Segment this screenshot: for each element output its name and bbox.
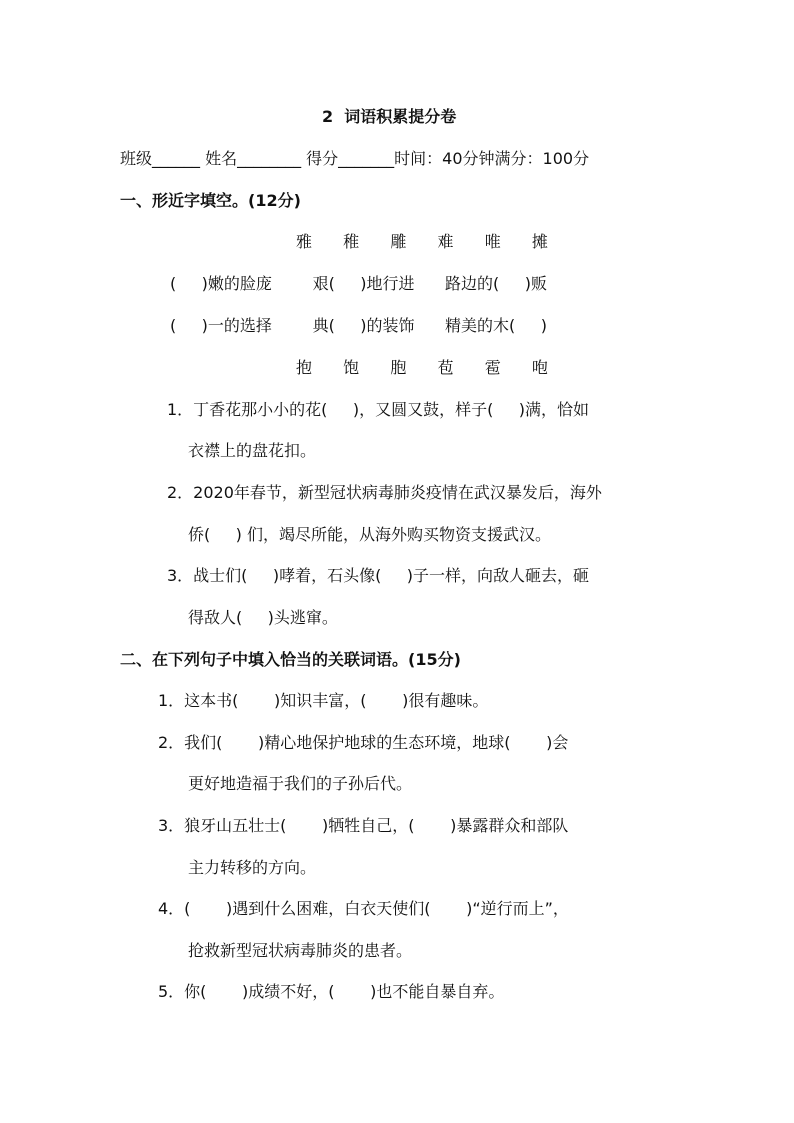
s1-question-1-line-1: 1．丁香花那小小的花( )，又圆又鼓，样子( )满，恰如 <box>167 400 590 419</box>
page-title: 2 词语积累提分卷 <box>322 107 457 126</box>
s1-question-1-line-2: 衣襟上的盘花扣。 <box>188 441 317 460</box>
s2-question-2-line-1: 2．我们( )精心地保护地球的生态环境，地球( )会 <box>158 733 569 752</box>
student-info-line: 班级______ 姓名________ 得分_______时间：40分钟满分：100分 <box>120 149 590 168</box>
s2-question-4-line-1: 4．( )遇到什么困难，白衣天使们( )“逆行而上”， <box>158 899 569 918</box>
char-group-2: 抱 饱 胞 苞 雹 咆 <box>296 358 555 377</box>
s2-question-3-line-1: 3．狼牙山五壮士( )牺牲自己，( )暴露群众和部队 <box>158 816 569 835</box>
s2-question-3-line-2: 主力转移的方向。 <box>188 858 317 877</box>
fill-row-2: ( )一的选择 典( )的装饰 精美的木( ) <box>170 316 547 335</box>
fill-row-1: ( )嫩的脸庞 艰( )地行进 路边的( )贩 <box>170 274 547 293</box>
char-group-1: 雅 稚 雕 难 唯 摊 <box>296 232 555 251</box>
s1-question-3-line-2: 得敌人( )头逃窜。 <box>188 608 338 627</box>
section2-heading: 二、在下列句子中填入恰当的关联词语。(15分) <box>120 650 461 669</box>
s2-question-2-line-2: 更好地造福于我们的子孙后代。 <box>188 774 413 793</box>
s1-question-2-line-2: 侨( ) 们，竭尽所能，从海外购买物资支援武汉。 <box>188 525 552 544</box>
s1-question-3-line-1: 3．战士们( )哮着，石头像( )子一样，向敌人砸去，砸 <box>167 566 590 585</box>
section1-heading: 一、形近字填空。(12分) <box>120 191 301 210</box>
s1-question-2-line-1: 2．2020年春节，新型冠状病毒肺炎疫情在武汉暴发后，海外 <box>167 483 602 502</box>
s2-question-1-line-1: 1．这本书( )知识丰富，( )很有趣味。 <box>158 691 489 710</box>
s2-question-5-line-1: 5．你( )成绩不好，( )也不能自暴自弃。 <box>158 982 505 1001</box>
s2-question-4-line-2: 抢救新型冠状病毒肺炎的患者。 <box>188 941 413 960</box>
